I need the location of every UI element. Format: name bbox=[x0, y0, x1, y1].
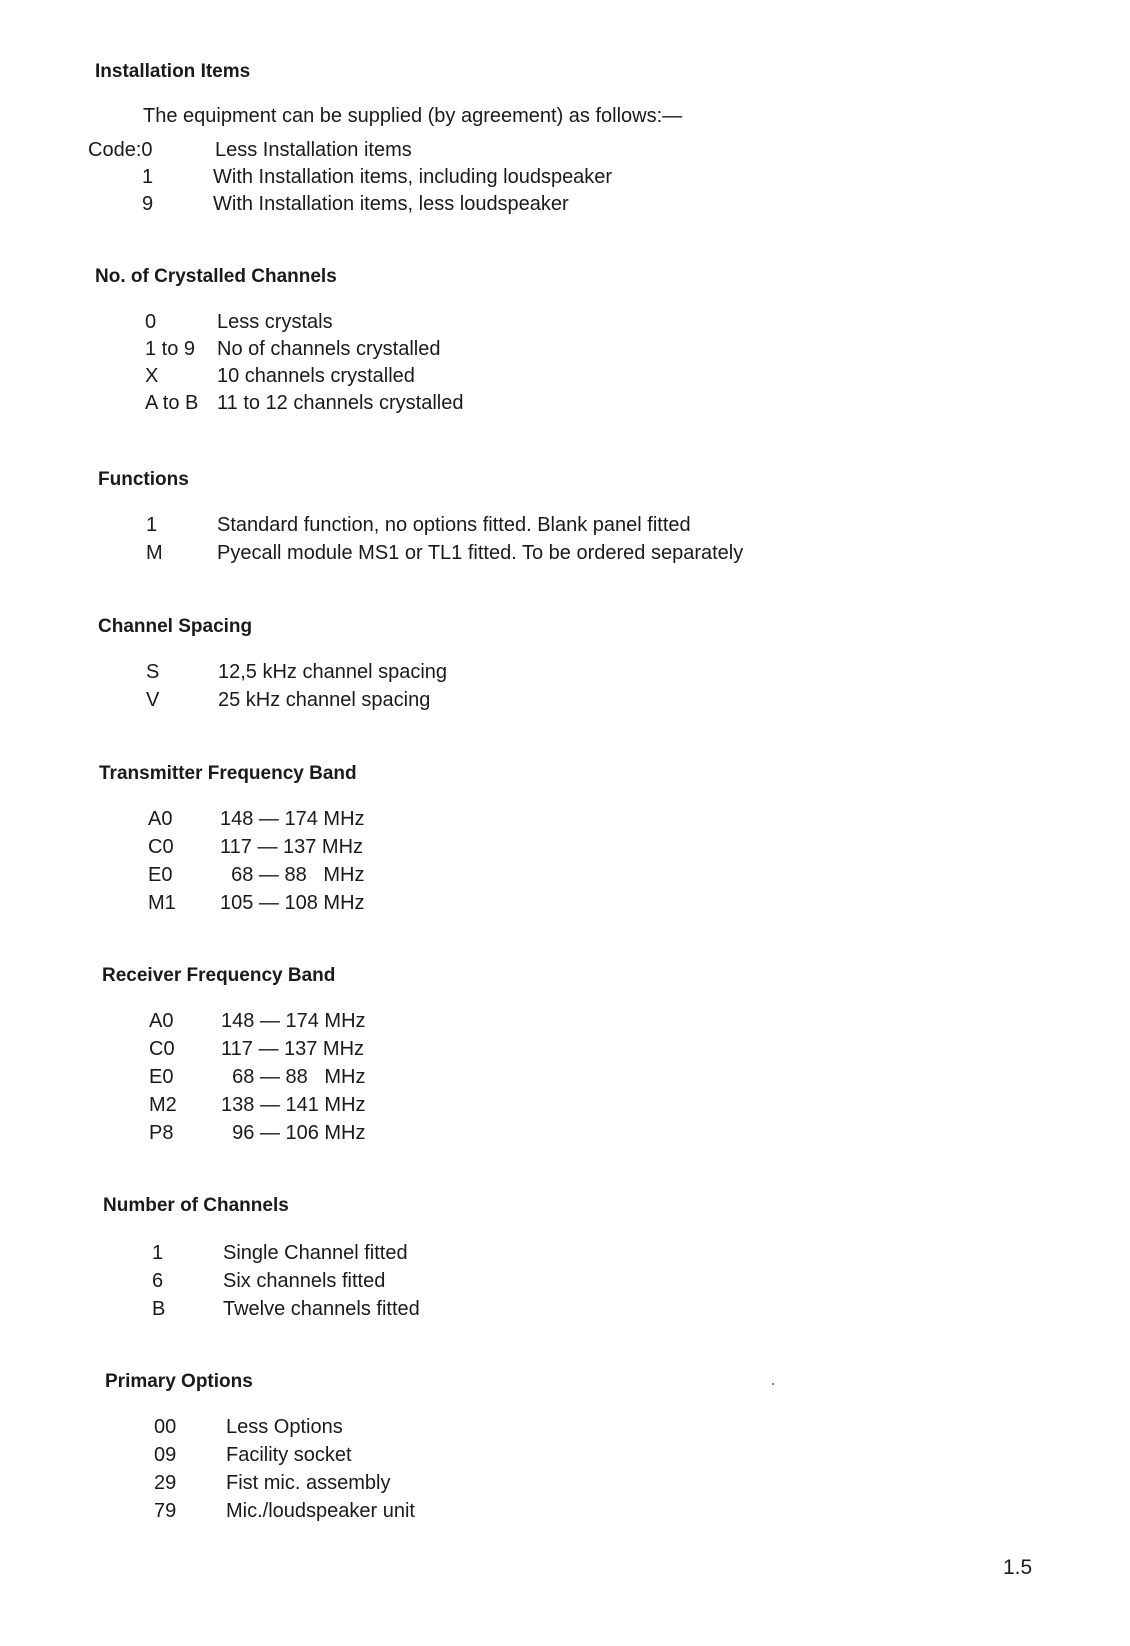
scan-speck bbox=[772, 1383, 774, 1385]
item-description: 148 — 174 MHz bbox=[221, 1010, 366, 1032]
item-code: E0 bbox=[149, 1066, 174, 1088]
section-heading: Functions bbox=[98, 469, 189, 490]
item-description: Mic./loudspeaker unit bbox=[226, 1500, 415, 1522]
item-description: 11 to 12 channels crystalled bbox=[217, 392, 464, 414]
section-crystalled-channels bbox=[95, 265, 464, 414]
item-code: A0 bbox=[149, 1010, 174, 1032]
item-code: 0 bbox=[145, 311, 157, 333]
item-description: Less Options bbox=[226, 1416, 343, 1438]
item-description: 105 — 108 MHz bbox=[220, 892, 365, 914]
section-heading: Primary Options bbox=[105, 1371, 253, 1392]
section-heading: Installation Items bbox=[95, 61, 251, 82]
item-code: P8 bbox=[149, 1122, 174, 1144]
item-description: 148 — 174 MHz bbox=[220, 808, 365, 830]
item-code: Code:0 bbox=[88, 139, 153, 161]
section-heading: Receiver Frequency Band bbox=[102, 965, 336, 986]
section-transmitter-band bbox=[99, 762, 365, 914]
item-code: B bbox=[152, 1298, 166, 1320]
item-code: M bbox=[146, 542, 163, 564]
item-description: 68 — 88 MHz bbox=[221, 1066, 366, 1088]
item-description: 68 — 88 MHz bbox=[220, 864, 365, 886]
item-code: C0 bbox=[148, 836, 174, 858]
item-code: 1 to 9 bbox=[145, 338, 196, 360]
item-description: 138 — 141 MHz bbox=[221, 1094, 366, 1116]
item-code: 1 bbox=[152, 1242, 164, 1264]
item-description: With Installation items, less loudspeaker bbox=[213, 193, 569, 215]
item-description: 96 — 106 MHz bbox=[221, 1122, 366, 1144]
item-code: X bbox=[145, 365, 159, 387]
item-code: 29 bbox=[154, 1472, 177, 1494]
section-channel-spacing bbox=[98, 615, 448, 711]
item-code: 1 bbox=[142, 166, 154, 188]
item-code: 1 bbox=[146, 514, 158, 536]
item-description: Fist mic. assembly bbox=[226, 1472, 391, 1494]
item-description: Standard function, no options fitted. Blank panel fitted bbox=[217, 514, 691, 536]
page-number: 1.5 bbox=[1003, 1556, 1033, 1579]
item-code: E0 bbox=[148, 864, 173, 886]
item-code: C0 bbox=[149, 1038, 175, 1060]
section-heading: Channel Spacing bbox=[98, 616, 253, 637]
item-description: 117 — 137 MHz bbox=[220, 836, 364, 858]
item-description: 25 kHz channel spacing bbox=[218, 689, 431, 711]
item-code: 6 bbox=[152, 1270, 164, 1292]
section-number-of-channels bbox=[103, 1194, 420, 1320]
item-code: 00 bbox=[154, 1416, 177, 1438]
section-primary-options bbox=[105, 1370, 415, 1522]
section-installation-items bbox=[88, 60, 683, 215]
item-code: 09 bbox=[154, 1444, 177, 1466]
item-description: 12,5 kHz channel spacing bbox=[218, 661, 448, 683]
item-description: 10 channels crystalled bbox=[217, 365, 415, 387]
item-description: Single Channel fitted bbox=[223, 1242, 408, 1264]
item-code: A to B bbox=[145, 392, 199, 414]
item-description: Less crystals bbox=[217, 311, 333, 333]
item-description: With Installation items, including loudspeaker bbox=[213, 166, 613, 188]
item-description: Six channels fitted bbox=[223, 1270, 386, 1292]
section-heading: No. of Crystalled Channels bbox=[95, 266, 337, 287]
item-description: Less Installation items bbox=[215, 139, 412, 161]
item-code: M1 bbox=[148, 892, 176, 914]
section-heading: Number of Channels bbox=[103, 1195, 289, 1216]
section-receiver-band bbox=[102, 964, 366, 1144]
item-description: Twelve channels fitted bbox=[223, 1298, 420, 1320]
item-description: 117 — 137 MHz bbox=[221, 1038, 365, 1060]
item-code: A0 bbox=[148, 808, 173, 830]
item-description: Pyecall module MS1 or TL1 fitted. To be ordered separately bbox=[217, 542, 744, 564]
item-description: No of channels crystalled bbox=[217, 338, 441, 360]
section-functions bbox=[98, 468, 744, 564]
item-description: Facility socket bbox=[226, 1444, 352, 1466]
item-code: 9 bbox=[142, 193, 154, 215]
item-code: 79 bbox=[154, 1500, 177, 1522]
item-code: S bbox=[146, 661, 160, 683]
item-code: V bbox=[146, 689, 160, 711]
section-intro: The equipment can be supplied (by agreement) as follows:— bbox=[143, 105, 683, 127]
section-heading: Transmitter Frequency Band bbox=[99, 763, 357, 784]
item-code: M2 bbox=[149, 1094, 177, 1116]
